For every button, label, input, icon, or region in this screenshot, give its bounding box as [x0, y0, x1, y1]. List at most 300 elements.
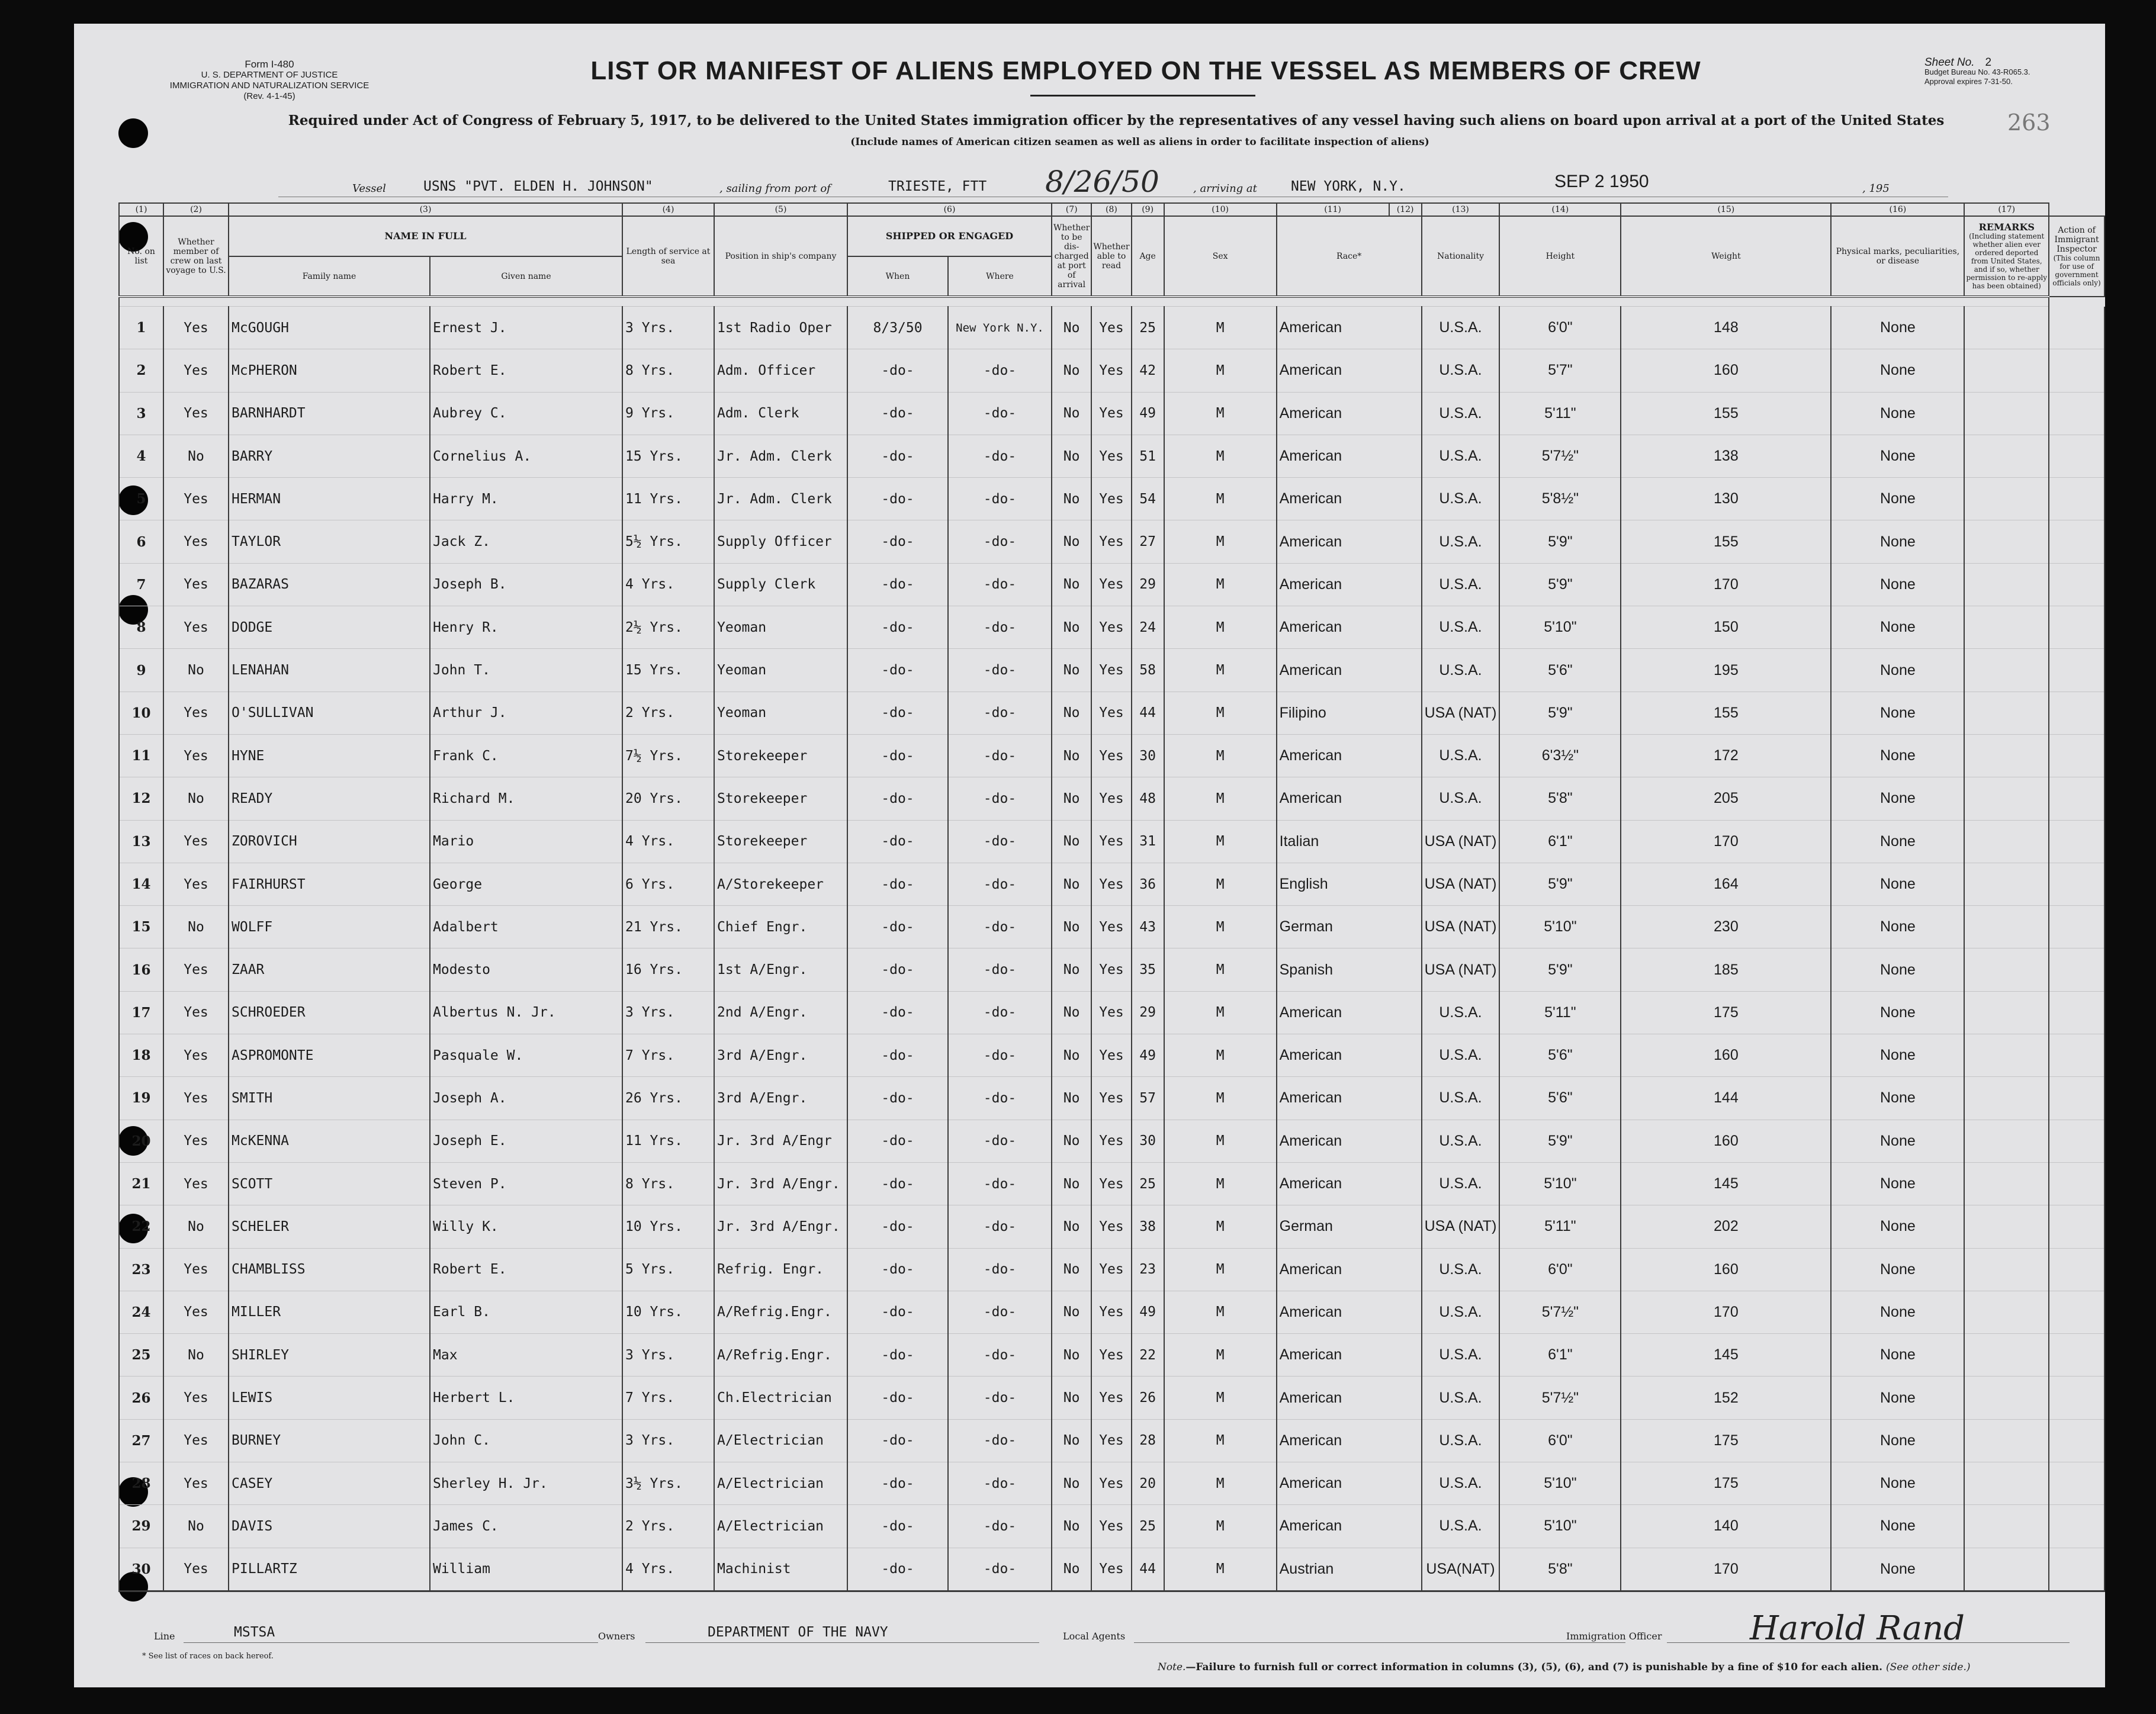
shipped-where-cell: -do-	[948, 692, 1052, 734]
race-cell: American	[1277, 1248, 1422, 1291]
table-row	[119, 948, 2104, 991]
vessel-label: Vessel	[352, 182, 386, 195]
able-read-cell: Yes	[1091, 349, 1131, 392]
shipped-where-cell: -do-	[948, 1120, 1052, 1162]
table-row	[119, 906, 2104, 948]
nationality-cell: U.S.A.	[1422, 1034, 1500, 1077]
race-cell: American	[1277, 1077, 1422, 1120]
nationality-cell: U.S.A.	[1422, 520, 1500, 563]
race-cell: American	[1277, 777, 1422, 820]
age-cell: 48	[1132, 777, 1164, 820]
height-cell: 5'9"	[1499, 863, 1621, 905]
nationality-cell: U.S.A.	[1422, 1248, 1500, 1291]
family-name-cell: O'SULLIVAN	[229, 692, 430, 734]
height-cell: 6'0"	[1499, 1419, 1621, 1462]
sex-cell: M	[1164, 820, 1277, 863]
year-suffix: , 195	[1862, 182, 1890, 195]
remarks-cell	[1964, 991, 2049, 1034]
service-length-cell: 3 Yrs.	[622, 1334, 714, 1377]
weight-cell: 205	[1621, 777, 1831, 820]
able-read-cell: Yes	[1091, 478, 1131, 520]
age-cell: 20	[1132, 1462, 1164, 1505]
able-read-cell: Yes	[1091, 1205, 1131, 1248]
last-voyage-cell: Yes	[163, 520, 229, 563]
physical-marks-cell: None	[1831, 307, 1964, 349]
height-cell: 5'9"	[1499, 948, 1621, 991]
weight-cell: 160	[1621, 1120, 1831, 1162]
given-name-cell: Steven P.	[430, 1162, 622, 1205]
position-cell: Refrig. Engr.	[714, 1248, 847, 1291]
inspector-action-cell	[2049, 1377, 2104, 1419]
height-cell: 5'6"	[1499, 1034, 1621, 1077]
table-row	[119, 1120, 2104, 1162]
row-number: 18	[119, 1034, 163, 1077]
able-read-cell: Yes	[1091, 1162, 1131, 1205]
given-name-cell: Max	[430, 1334, 622, 1377]
able-read-cell: Yes	[1091, 820, 1131, 863]
physical-marks-cell: None	[1831, 1377, 1964, 1419]
last-voyage-cell: No	[163, 777, 229, 820]
family-name-cell: SCHROEDER	[229, 991, 430, 1034]
shipped-when-cell: -do-	[847, 478, 948, 520]
race-cell: American	[1277, 606, 1422, 649]
table-row	[119, 606, 2104, 649]
inspector-action-cell	[2049, 777, 2104, 820]
sex-cell: M	[1164, 606, 1277, 649]
service-length-cell: 5½ Yrs.	[622, 520, 714, 563]
header-age: Age	[1132, 216, 1164, 297]
physical-marks-cell: None	[1831, 820, 1964, 863]
nationality-cell: U.S.A.	[1422, 435, 1500, 477]
weight-cell: 230	[1621, 906, 1831, 948]
physical-marks-cell: None	[1831, 948, 1964, 991]
remarks-cell	[1964, 1334, 2049, 1377]
inspector-action-cell	[2049, 1462, 2104, 1505]
penalty-note	[1158, 1661, 1971, 1673]
discharge-cell: No	[1052, 1334, 1091, 1377]
nationality-cell: U.S.A.	[1422, 392, 1500, 435]
penalty-see-other: (See other side.)	[1885, 1661, 1971, 1673]
shipped-when-cell: -do-	[847, 1505, 948, 1548]
table-row	[119, 435, 2104, 477]
nationality-cell: U.S.A.	[1422, 649, 1500, 692]
owners-label: Owners	[598, 1631, 635, 1642]
shipped-where-cell: -do-	[948, 777, 1052, 820]
officer-signature: Harold Rand	[1750, 1609, 1965, 1648]
nationality-cell: U.S.A.	[1422, 1334, 1500, 1377]
position-cell: Jr. 3rd A/Engr.	[714, 1162, 847, 1205]
discharge-cell: No	[1052, 1077, 1091, 1120]
position-cell: Chief Engr.	[714, 906, 847, 948]
age-cell: 22	[1132, 1334, 1164, 1377]
form-number: Form I-480	[245, 59, 294, 70]
height-cell: 5'9"	[1499, 1120, 1621, 1162]
col-num-4: (4)	[622, 203, 714, 216]
age-cell: 44	[1132, 692, 1164, 734]
able-read-cell: Yes	[1091, 1120, 1131, 1162]
inspector-action-cell	[2049, 606, 2104, 649]
sex-cell: M	[1164, 777, 1277, 820]
age-cell: 49	[1132, 1034, 1164, 1077]
shipped-where-cell: -do-	[948, 520, 1052, 563]
table-row	[119, 649, 2104, 692]
header-physical-marks: Physical marks, peculiarities, or disease	[1831, 216, 1964, 297]
remarks-title: REMARKS	[1978, 221, 2035, 233]
col-num-10: (10)	[1164, 203, 1277, 216]
weight-cell: 145	[1621, 1334, 1831, 1377]
remarks-cell	[1964, 777, 2049, 820]
shipped-when-cell: -do-	[847, 649, 948, 692]
service-length-cell: 4 Yrs.	[622, 1548, 714, 1591]
shipped-where-cell: -do-	[948, 991, 1052, 1034]
last-voyage-cell: Yes	[163, 1291, 229, 1333]
action-title: Action of Immigrant Inspector	[2054, 226, 2099, 254]
remarks-cell	[1964, 1291, 2049, 1333]
given-name-cell: Robert E.	[430, 1248, 622, 1291]
shipped-where-cell: New York N.Y.	[948, 307, 1052, 349]
row-number: 30	[119, 1548, 163, 1591]
service-length-cell: 10 Yrs.	[622, 1291, 714, 1333]
physical-marks-cell: None	[1831, 1162, 1964, 1205]
shipped-where-cell: -do-	[948, 1419, 1052, 1462]
service-length-cell: 21 Yrs.	[622, 906, 714, 948]
shipped-when-cell: -do-	[847, 1077, 948, 1120]
given-name-cell: Albertus N. Jr.	[430, 991, 622, 1034]
weight-cell: 195	[1621, 649, 1831, 692]
col-num-17: (17)	[1964, 203, 2049, 216]
position-cell: Yeoman	[714, 692, 847, 734]
header-position: Position in ship's company	[714, 216, 847, 297]
sex-cell: M	[1164, 392, 1277, 435]
row-number: 22	[119, 1205, 163, 1248]
owners-value: DEPARTMENT OF THE NAVY	[708, 1625, 888, 1640]
sex-cell: M	[1164, 692, 1277, 734]
able-read-cell: Yes	[1091, 1077, 1131, 1120]
family-name-cell: ZOROVICH	[229, 820, 430, 863]
given-name-cell: Joseph A.	[430, 1077, 622, 1120]
discharge-cell: No	[1052, 1205, 1091, 1248]
shipped-when-cell: -do-	[847, 777, 948, 820]
last-voyage-cell: Yes	[163, 1419, 229, 1462]
sex-cell: M	[1164, 1248, 1277, 1291]
departure-port: TRIESTE, FTT	[888, 179, 987, 194]
height-cell: 5'11"	[1499, 991, 1621, 1034]
row-number: 15	[119, 906, 163, 948]
row-number: 12	[119, 777, 163, 820]
line-value: MSTSA	[234, 1625, 275, 1640]
page-title: LIST OR MANIFEST OF ALIENS EMPLOYED ON THE VESSEL AS MEMBERS OF CREW	[590, 56, 1701, 85]
act-statement: Required under Act of Congress of February 5, 1917, to be delivered to the United States immigration officer by the representatives of any vessel having such aliens on board upon arrival at a port of the United States	[288, 112, 1945, 128]
height-cell: 5'6"	[1499, 649, 1621, 692]
row-number: 27	[119, 1419, 163, 1462]
family-name-cell: BARNHARDT	[229, 392, 430, 435]
row-number: 9	[119, 649, 163, 692]
service-length-cell: 11 Yrs.	[622, 478, 714, 520]
table-row	[119, 478, 2104, 520]
service-length-cell: 16 Yrs.	[622, 948, 714, 991]
remarks-cell	[1964, 649, 2049, 692]
weight-cell: 185	[1621, 948, 1831, 991]
race-cell: German	[1277, 906, 1422, 948]
discharge-cell: No	[1052, 906, 1091, 948]
shipped-where-cell: -do-	[948, 1205, 1052, 1248]
shipped-when-cell: -do-	[847, 392, 948, 435]
officer-label: Immigration Officer	[1566, 1631, 1662, 1642]
race-cell: Italian	[1277, 820, 1422, 863]
discharge-cell: No	[1052, 649, 1091, 692]
penalty-label: Note.	[1158, 1661, 1186, 1673]
given-name-cell: Robert E.	[430, 349, 622, 392]
nationality-cell: U.S.A.	[1422, 991, 1500, 1034]
page-stamp-number: 263	[2007, 110, 2051, 136]
header-name-in-full: NAME IN FULL	[229, 216, 622, 256]
table-row	[119, 1034, 2104, 1077]
inspector-action-cell	[2049, 1334, 2104, 1377]
last-voyage-cell: No	[163, 906, 229, 948]
header-length-service: Length of service at sea	[622, 216, 714, 297]
discharge-cell: No	[1052, 948, 1091, 991]
height-cell: 5'7½"	[1499, 1377, 1621, 1419]
shipped-where-cell: -do-	[948, 906, 1052, 948]
inspector-action-cell	[2049, 991, 2104, 1034]
table-row	[119, 863, 2104, 905]
officer-underline	[1667, 1642, 2070, 1643]
race-cell: Filipino	[1277, 692, 1422, 734]
position-cell: Jr. 3rd A/Engr	[714, 1120, 847, 1162]
shipped-when-cell: -do-	[847, 1162, 948, 1205]
weight-cell: 175	[1621, 1462, 1831, 1505]
owners-underline	[645, 1642, 1039, 1643]
shipped-when-cell: -do-	[847, 948, 948, 991]
able-read-cell: Yes	[1091, 1419, 1131, 1462]
remarks-cell	[1964, 948, 2049, 991]
last-voyage-cell: Yes	[163, 1377, 229, 1419]
given-name-cell: Jack Z.	[430, 520, 622, 563]
sex-cell: M	[1164, 734, 1277, 777]
last-voyage-cell: Yes	[163, 948, 229, 991]
family-name-cell: BAZARAS	[229, 563, 430, 606]
row-number: 13	[119, 820, 163, 863]
position-cell: Machinist	[714, 1548, 847, 1591]
col-num-14: (14)	[1499, 203, 1621, 216]
able-read-cell: Yes	[1091, 991, 1131, 1034]
service-length-cell: 3 Yrs.	[622, 1419, 714, 1462]
position-cell: Adm. Clerk	[714, 392, 847, 435]
age-cell: 49	[1132, 392, 1164, 435]
service-length-cell: 15 Yrs.	[622, 435, 714, 477]
position-cell: Jr. 3rd A/Engr.	[714, 1205, 847, 1248]
given-name-cell: Sherley H. Jr.	[430, 1462, 622, 1505]
row-number: 11	[119, 734, 163, 777]
shipped-where-cell: -do-	[948, 563, 1052, 606]
remarks-cell	[1964, 906, 2049, 948]
act-note: (Include names of American citizen seamen as well as aliens in order to facilitate inspection of aliens)	[850, 136, 1429, 148]
inspector-action-cell	[2049, 1034, 2104, 1077]
service-length-cell: 3 Yrs.	[622, 991, 714, 1034]
given-name-cell: John T.	[430, 649, 622, 692]
shipped-when-cell: 8/3/50	[847, 307, 948, 349]
discharge-cell: No	[1052, 863, 1091, 905]
physical-marks-cell: None	[1831, 392, 1964, 435]
shipped-when-cell: -do-	[847, 1291, 948, 1333]
last-voyage-cell: Yes	[163, 606, 229, 649]
physical-marks-cell: None	[1831, 906, 1964, 948]
shipped-where-cell: -do-	[948, 1462, 1052, 1505]
service-length-cell: 15 Yrs.	[622, 649, 714, 692]
shipped-when-cell: -do-	[847, 1120, 948, 1162]
shipped-when-cell: -do-	[847, 349, 948, 392]
nationality-cell: U.S.A.	[1422, 1291, 1500, 1333]
able-read-cell: Yes	[1091, 906, 1131, 948]
position-cell: A/Electrician	[714, 1505, 847, 1548]
inspector-action-cell	[2049, 1120, 2104, 1162]
height-cell: 5'10"	[1499, 1505, 1621, 1548]
height-cell: 5'8½"	[1499, 478, 1621, 520]
table-row	[119, 349, 2104, 392]
family-name-cell: ZAAR	[229, 948, 430, 991]
shipped-where-cell: -do-	[948, 863, 1052, 905]
col-num-9: (9)	[1132, 203, 1164, 216]
height-cell: 6'1"	[1499, 820, 1621, 863]
last-voyage-cell: Yes	[163, 392, 229, 435]
row-number: 1	[119, 307, 163, 349]
inspector-action-cell	[2049, 1291, 2104, 1333]
penalty-text: —Failure to furnish full or correct information in columns (3), (5), (6), and (7) is punishable by a fine of $10 for each alien.	[1185, 1661, 1883, 1673]
nationality-cell: U.S.A.	[1422, 1419, 1500, 1462]
sex-cell: M	[1164, 1462, 1277, 1505]
shipped-where-cell: -do-	[948, 349, 1052, 392]
last-voyage-cell: Yes	[163, 349, 229, 392]
able-read-cell: Yes	[1091, 307, 1131, 349]
sex-cell: M	[1164, 307, 1277, 349]
height-cell: 5'8"	[1499, 1548, 1621, 1591]
row-number: 24	[119, 1291, 163, 1333]
nationality-cell: USA (NAT)	[1422, 948, 1500, 991]
height-cell: 5'8"	[1499, 777, 1621, 820]
given-name-cell: Aubrey C.	[430, 392, 622, 435]
shipped-when-cell: -do-	[847, 1034, 948, 1077]
inspector-action-cell	[2049, 1548, 2104, 1591]
action-subtitle: (This column for use of government officials only)	[2052, 254, 2101, 287]
weight-cell: 160	[1621, 349, 1831, 392]
table-row	[119, 1505, 2104, 1548]
weight-cell: 155	[1621, 392, 1831, 435]
service-length-cell: 2 Yrs.	[622, 692, 714, 734]
family-name-cell: SMITH	[229, 1077, 430, 1120]
inspector-action-cell	[2049, 1205, 2104, 1248]
weight-cell: 202	[1621, 1205, 1831, 1248]
physical-marks-cell: None	[1831, 1034, 1964, 1077]
given-name-cell: Earl B.	[430, 1291, 622, 1333]
agents-label: Local Agents	[1063, 1631, 1126, 1642]
discharge-cell: No	[1052, 478, 1091, 520]
physical-marks-cell: None	[1831, 478, 1964, 520]
sex-cell: M	[1164, 1077, 1277, 1120]
manifest-sheet	[74, 24, 2105, 1687]
row-number: 10	[119, 692, 163, 734]
given-name-cell: Mario	[430, 820, 622, 863]
table-row	[119, 392, 2104, 435]
shipped-when-cell: -do-	[847, 991, 948, 1034]
table-row	[119, 307, 2104, 349]
family-name-cell: SHIRLEY	[229, 1334, 430, 1377]
header-last-voyage: Whether member of crew on last voyage to U.S.	[163, 216, 229, 297]
col-num-2: (2)	[163, 203, 229, 216]
remarks-cell	[1964, 1248, 2049, 1291]
position-cell: Storekeeper	[714, 777, 847, 820]
height-cell: 6'0"	[1499, 307, 1621, 349]
inspector-action-cell	[2049, 563, 2104, 606]
row-number: 25	[119, 1334, 163, 1377]
discharge-cell: No	[1052, 1120, 1091, 1162]
row-number: 23	[119, 1248, 163, 1291]
physical-marks-cell: None	[1831, 777, 1964, 820]
family-name-cell: HYNE	[229, 734, 430, 777]
shipped-where-cell: -do-	[948, 478, 1052, 520]
able-read-cell: Yes	[1091, 1334, 1131, 1377]
sheet-number: 2	[1985, 56, 1992, 69]
height-cell: 5'10"	[1499, 1462, 1621, 1505]
row-number: 20	[119, 1120, 163, 1162]
race-cell: American	[1277, 649, 1422, 692]
age-cell: 25	[1132, 307, 1164, 349]
table-row	[119, 1419, 2104, 1462]
age-cell: 42	[1132, 349, 1164, 392]
table-row	[119, 1548, 2104, 1591]
age-cell: 29	[1132, 991, 1164, 1034]
age-cell: 58	[1132, 649, 1164, 692]
weight-cell: 145	[1621, 1162, 1831, 1205]
manifest-footer	[74, 1609, 2105, 1681]
family-name-cell: CASEY	[229, 1462, 430, 1505]
position-cell: Adm. Officer	[714, 349, 847, 392]
weight-cell: 160	[1621, 1248, 1831, 1291]
sex-cell: M	[1164, 478, 1277, 520]
row-number: 21	[119, 1162, 163, 1205]
position-cell: A/Electrician	[714, 1462, 847, 1505]
given-name-cell: Joseph E.	[430, 1120, 622, 1162]
given-name-cell: Joseph B.	[430, 563, 622, 606]
remarks-cell	[1964, 392, 2049, 435]
agents-underline	[1134, 1642, 1625, 1643]
nationality-cell: U.S.A.	[1422, 1505, 1500, 1548]
able-read-cell: Yes	[1091, 606, 1131, 649]
crew-manifest-table	[118, 202, 2105, 1592]
age-cell: 27	[1132, 520, 1164, 563]
shipped-when-cell: -do-	[847, 520, 948, 563]
last-voyage-cell: Yes	[163, 563, 229, 606]
col-num-7: (7)	[1052, 203, 1091, 216]
last-voyage-cell: Yes	[163, 692, 229, 734]
age-cell: 26	[1132, 1377, 1164, 1419]
shipped-where-cell: -do-	[948, 606, 1052, 649]
physical-marks-cell: None	[1831, 1205, 1964, 1248]
position-cell: Storekeeper	[714, 820, 847, 863]
race-cell: Austrian	[1277, 1548, 1422, 1591]
discharge-cell: No	[1052, 1505, 1091, 1548]
race-cell: American	[1277, 1505, 1422, 1548]
physical-marks-cell: None	[1831, 1419, 1964, 1462]
position-cell: Jr. Adm. Clerk	[714, 435, 847, 477]
sex-cell: M	[1164, 1034, 1277, 1077]
discharge-cell: No	[1052, 692, 1091, 734]
given-name-cell: Herbert L.	[430, 1377, 622, 1419]
family-name-cell: BURNEY	[229, 1419, 430, 1462]
last-voyage-cell: Yes	[163, 734, 229, 777]
family-name-cell: TAYLOR	[229, 520, 430, 563]
family-name-cell: HERMAN	[229, 478, 430, 520]
height-cell: 5'7"	[1499, 349, 1621, 392]
